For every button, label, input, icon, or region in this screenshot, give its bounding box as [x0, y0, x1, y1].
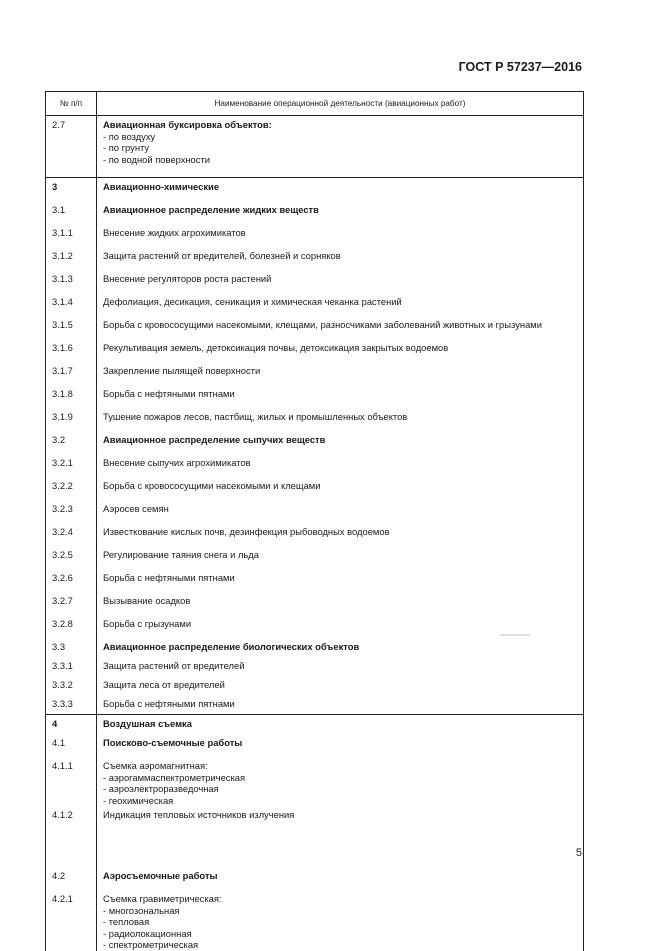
row-operation	[97, 477, 584, 500]
table-row	[46, 116, 584, 178]
operation-title: Внесение жидких агрохимикатов	[103, 227, 246, 238]
row-number: 3.1	[46, 201, 97, 224]
table-row	[46, 638, 584, 657]
operation-title: Борьба с кровососущими насекомыми и клещами	[103, 480, 321, 491]
row-number: 3.2.6	[46, 569, 97, 592]
table-row	[46, 224, 584, 247]
operation-title: Воздушная съемка	[103, 718, 192, 729]
table-row	[46, 734, 584, 757]
row-number: 3.2	[46, 431, 97, 454]
row-operation	[97, 408, 584, 431]
table-row	[46, 546, 584, 569]
operation-title: Съемка аэромагнитная:	[103, 760, 208, 771]
page-number: 5	[575, 847, 582, 859]
table-row	[46, 178, 584, 202]
row-operation	[97, 116, 584, 178]
operation-title: Защита леса от вредителей	[103, 679, 225, 690]
column-header-name: Наименование операционной деятельности (авиационных работ)	[97, 92, 584, 116]
table-row	[46, 247, 584, 270]
row-number: 4	[46, 715, 97, 735]
row-number: 3.3.1	[46, 657, 97, 676]
operation-subitem: - радиолокационная	[103, 927, 192, 939]
operation-title: Борьба с нефтяными пятнами	[103, 572, 235, 583]
operation-title: Внесение сыпучих агрохимикатов	[103, 457, 251, 468]
table-row	[46, 201, 584, 224]
operation-title: Закрепление пылящей поверхности	[103, 365, 261, 376]
row-number: 4.1.1	[46, 757, 97, 806]
row-number: 3.2.4	[46, 523, 97, 546]
row-number: 3.1.9	[46, 408, 97, 431]
row-operation	[97, 247, 584, 270]
row-operation	[97, 431, 584, 454]
row-operation	[97, 546, 584, 569]
operation-subitem: - по водной поверхности	[103, 153, 210, 165]
table-row	[46, 715, 584, 735]
row-operation	[97, 293, 584, 316]
operation-title: Авиационная буксировка объектов:	[103, 119, 272, 130]
table-header-row	[46, 92, 584, 116]
operation-subitem: - аэрогаммаспектрометрическая	[103, 771, 246, 783]
table-row	[46, 477, 584, 500]
operation-title: Внесение регуляторов роста растений	[103, 273, 272, 284]
operation-title: Тушение пожаров лесов, пастбищ, жилых и промышленных объектов	[103, 411, 408, 422]
table-row	[46, 569, 584, 592]
row-number: 3.1.1	[46, 224, 97, 247]
scan-mark	[500, 634, 530, 636]
operation-title: Поисково-съемочные работы	[103, 737, 243, 748]
row-operation	[97, 734, 584, 757]
operation-title: Аэросев семян	[103, 503, 169, 514]
row-operation	[97, 569, 584, 592]
operation-title: Авиационно-химические	[103, 181, 220, 192]
operation-subitem: - геохимическая	[103, 794, 174, 806]
row-number: 4.2.1	[46, 890, 97, 951]
table-row	[46, 592, 584, 615]
row-number: 3.2.8	[46, 615, 97, 638]
row-operation	[97, 523, 584, 546]
row-operation	[97, 715, 584, 735]
row-number: 3.2.3	[46, 500, 97, 523]
table-row	[46, 385, 584, 408]
row-operation	[97, 362, 584, 385]
row-operation	[97, 592, 584, 615]
operation-title: Индикация тепловых источников излучения	[103, 809, 295, 820]
row-operation	[97, 178, 584, 202]
operation-title: Регулирование таяния снега и льда	[103, 549, 259, 560]
row-operation	[97, 806, 584, 867]
row-operation	[97, 316, 584, 339]
row-number: 3	[46, 178, 97, 202]
column-header-number: № п/п	[46, 92, 97, 116]
row-operation	[97, 757, 584, 806]
row-operation	[97, 270, 584, 293]
operation-subitem: - тепловая	[103, 916, 150, 927]
row-operation	[97, 385, 584, 408]
operation-title: Дефолиация, десикация, сеникация и химическая чеканка растений	[103, 296, 402, 307]
table-row	[46, 339, 584, 362]
table-row	[46, 454, 584, 477]
table-row	[46, 293, 584, 316]
row-operation	[97, 339, 584, 362]
operation-subitem: - многозональная	[103, 904, 180, 916]
table-row	[46, 657, 584, 676]
row-operation	[97, 695, 584, 715]
row-operation	[97, 638, 584, 657]
table-row	[46, 806, 584, 867]
row-operation	[97, 676, 584, 695]
operation-title: Борьба с нефтяными пятнами	[103, 698, 235, 709]
operation-subitem: - аэроэлектроразведочная	[103, 783, 219, 794]
operation-title: Вызывание осадков	[103, 595, 191, 606]
operation-title: Аэросъемочные работы	[103, 870, 218, 881]
operation-title: Съемка гравиметрическая:	[103, 893, 222, 904]
operation-title: Авиационное распределение биологических объектов	[103, 641, 360, 652]
row-operation	[97, 454, 584, 477]
table-row	[46, 408, 584, 431]
row-number: 3.1.8	[46, 385, 97, 408]
table-row	[46, 676, 584, 695]
row-number: 3.3.3	[46, 695, 97, 715]
row-number: 3.1.2	[46, 247, 97, 270]
row-number: 3.2.2	[46, 477, 97, 500]
row-operation	[97, 500, 584, 523]
row-number: 3.2.7	[46, 592, 97, 615]
operation-subitem: - по грунту	[103, 142, 150, 153]
operation-title: Борьба с грызунами	[103, 618, 192, 629]
row-number: 2.7	[46, 116, 97, 178]
row-operation	[97, 201, 584, 224]
row-number: 3.1.5	[46, 316, 97, 339]
table-row	[46, 757, 584, 806]
operation-subitem: - по воздуху	[103, 130, 156, 142]
row-number: 3.1.7	[46, 362, 97, 385]
row-number: 3.1.4	[46, 293, 97, 316]
operations-table	[45, 91, 584, 951]
row-number: 4.1	[46, 734, 97, 757]
table-row	[46, 431, 584, 454]
operation-title: Авиационное распределение жидких веществ	[103, 204, 319, 215]
row-number: 3.3	[46, 638, 97, 657]
document-code: ГОСТ Р 57237—2016	[458, 60, 582, 74]
operation-title: Защита растений от вредителей, болезней и сорняков	[103, 250, 341, 261]
operation-title: Защита растений от вредителей	[103, 660, 245, 671]
table-row	[46, 523, 584, 546]
table-row	[46, 867, 584, 890]
operation-subitem: - спектрометрическая	[103, 939, 199, 950]
row-operation	[97, 890, 584, 951]
table-row	[46, 316, 584, 339]
table-row	[46, 890, 584, 951]
row-operation	[97, 867, 584, 890]
operation-title: Борьба с кровососущими насекомыми, клещами, разносчиками заболеваний животных и грызунами	[103, 319, 542, 330]
operation-title: Борьба с нефтяными пятнами	[103, 388, 235, 399]
row-number: 3.1.6	[46, 339, 97, 362]
row-number: 3.1.3	[46, 270, 97, 293]
row-number: 3.2.1	[46, 454, 97, 477]
row-number: 4.1.2	[46, 806, 97, 867]
table-row	[46, 695, 584, 715]
table-row	[46, 500, 584, 523]
row-operation	[97, 224, 584, 247]
row-number: 3.2.5	[46, 546, 97, 569]
row-number: 4.2	[46, 867, 97, 890]
row-operation	[97, 657, 584, 676]
operation-title: Рекультивация земель, детоксикация почвы, детоксикация закрытых водоемов	[103, 342, 449, 353]
operation-title: Авиационное распределение сыпучих веществ	[103, 434, 326, 445]
operation-title: Известкование кислых почв, дезинфекция рыбоводных водоемов	[103, 526, 390, 537]
table-row	[46, 362, 584, 385]
table-row	[46, 270, 584, 293]
row-number: 3.3.2	[46, 676, 97, 695]
